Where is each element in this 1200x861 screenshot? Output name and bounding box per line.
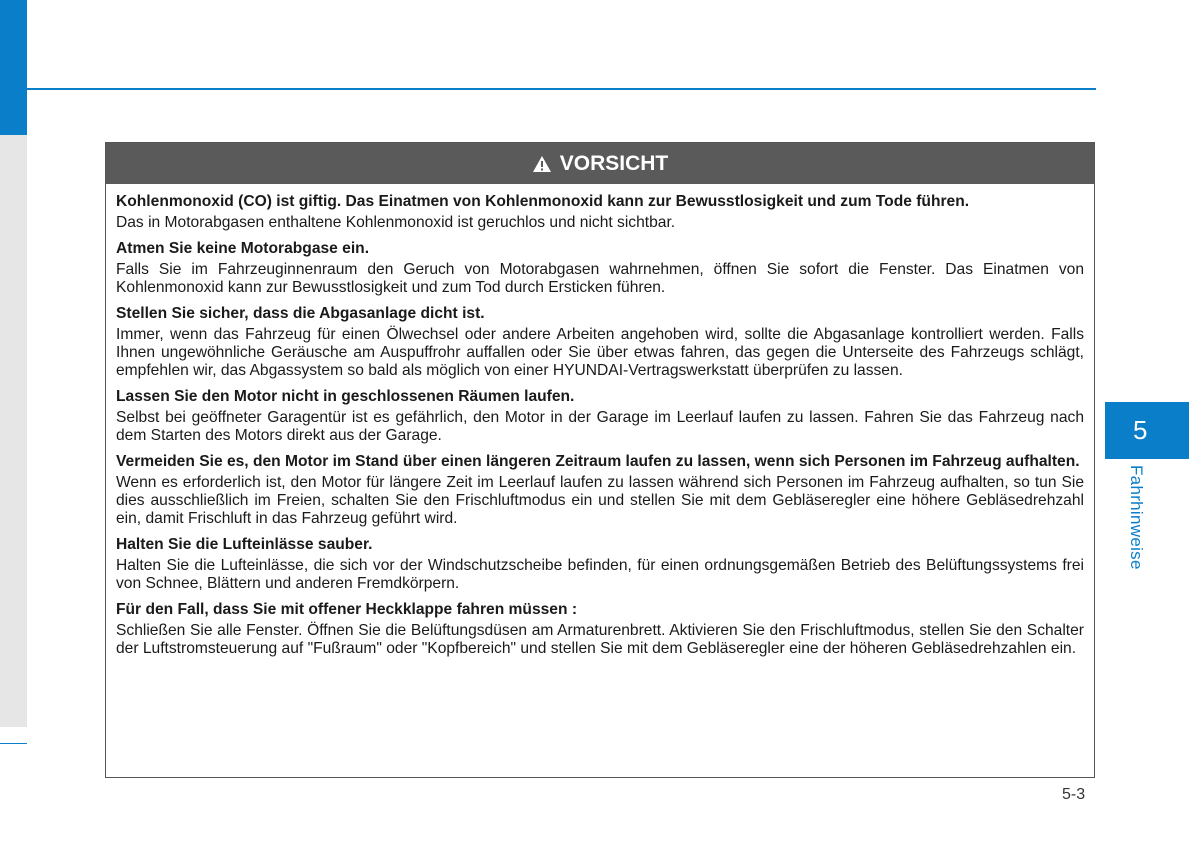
section-text: Selbst bei geöffneter Garagentür ist es gefährlich, den Motor in der Garage im Leerlauf laufen zu lassen. Fahren Sie das Fahrzeug nach dem Starten des Motors direkt aus der Garage.: [116, 409, 1084, 444]
chapter-number: 5: [1133, 415, 1148, 445]
page-number: 5-3: [1062, 786, 1086, 803]
warning-section: [116, 240, 1084, 297]
warning-section: [116, 536, 1084, 593]
chapter-title: Fahrhinweise: [1127, 465, 1146, 570]
warning-triangle-icon: [532, 155, 552, 173]
warning-box: [105, 142, 1095, 778]
warning-title: VORSICHT: [559, 151, 669, 175]
section-text: Halten Sie die Lufteinlässe, die sich vor der Windschutzscheibe befinden, für einen ordnungsgemäßen Betrieb des Belüftungssystems frei von Schnee, Blättern und anderen Fremdkörpern.: [116, 557, 1084, 592]
section-text: Falls Sie im Fahrzeuginnenraum den Geruch von Motorabgasen wahrnehmen, öffnen Sie sofort die Fenster. Das Einatmen von Kohlenmonoxid kann zur Bewusstlosigkeit und zum Tod durch Ersticken führen.: [116, 261, 1084, 296]
section-heading: Vermeiden Sie es, den Motor im Stand über einen längeren Zeitraum laufen zu lassen, wenn sich Personen im Fahrzeug aufhalten.: [116, 453, 1080, 470]
chapter-tab: [1105, 402, 1189, 459]
warning-section: [116, 388, 1084, 445]
header-rule: [27, 88, 1096, 90]
section-heading: Halten Sie die Lufteinlässe sauber.: [116, 536, 373, 553]
warning-header: [106, 143, 1094, 184]
section-heading: Atmen Sie keine Motorabgase ein.: [116, 240, 370, 257]
section-text: Immer, wenn das Fahrzeug für einen Ölwechsel oder andere Arbeiten angehoben wird, sollte die Abgasanlage kontrolliert werden. Falls Ihnen ungewöhnliche Geräusche am Auspuffrohr auffallen oder Sie über etwas fahren, das gegen die Unterseite des Fahrzeugs schlägt, empfehlen wir, das Abgassystem so bald als möglich von einer HYUNDAI-Vertragswerkstatt überprüfen zu lassen.: [116, 326, 1084, 379]
section-text: Das in Motorabgasen enthaltene Kohlenmonoxid ist geruchlos und nicht sichtbar.: [116, 214, 676, 231]
warning-section: [116, 193, 1084, 232]
warning-section: [116, 453, 1084, 528]
section-text: Schließen Sie alle Fenster. Öffnen Sie die Belüftungsdüsen am Armaturenbrett. Aktivieren Sie den Frischluftmodus, stellen Sie den Schalter der Luftstromsteuerung auf "Fußraum" oder "Kopfbereich" und stellen Sie mit dem Gebläseregler eine der höheren Gebläsedrehzahlen ein.: [116, 622, 1084, 657]
left-margin-rule: [0, 743, 27, 744]
warning-body: [106, 184, 1094, 658]
warning-section: [116, 601, 1084, 658]
section-heading: Stellen Sie sicher, dass die Abgasanlage dicht ist.: [116, 305, 485, 322]
section-heading: Kohlenmonoxid (CO) ist giftig. Das Einatmen von Kohlenmonoxid kann zur Bewusstlosigkeit und zum Tode führen.: [116, 193, 970, 210]
section-heading: Lassen Sie den Motor nicht in geschlossenen Räumen laufen.: [116, 388, 575, 405]
section-text: Wenn es erforderlich ist, den Motor für längere Zeit im Leerlauf laufen zu lassen während sich Personen im Fahrzeug aufhalten, so tun Sie dies ausschließlich im Freien, schalten Sie den Frischluftmodus ein und stellen Sie mit dem Gebläseregler eine höhere Gebläsedrehzahl ein, damit Frischluft in das Fahrzeug geführt wird.: [116, 474, 1084, 527]
warning-section: [116, 305, 1084, 380]
left-accent-bar: [0, 0, 27, 135]
section-heading: Für den Fall, dass Sie mit offener Heckklappe fahren müssen :: [116, 601, 578, 618]
